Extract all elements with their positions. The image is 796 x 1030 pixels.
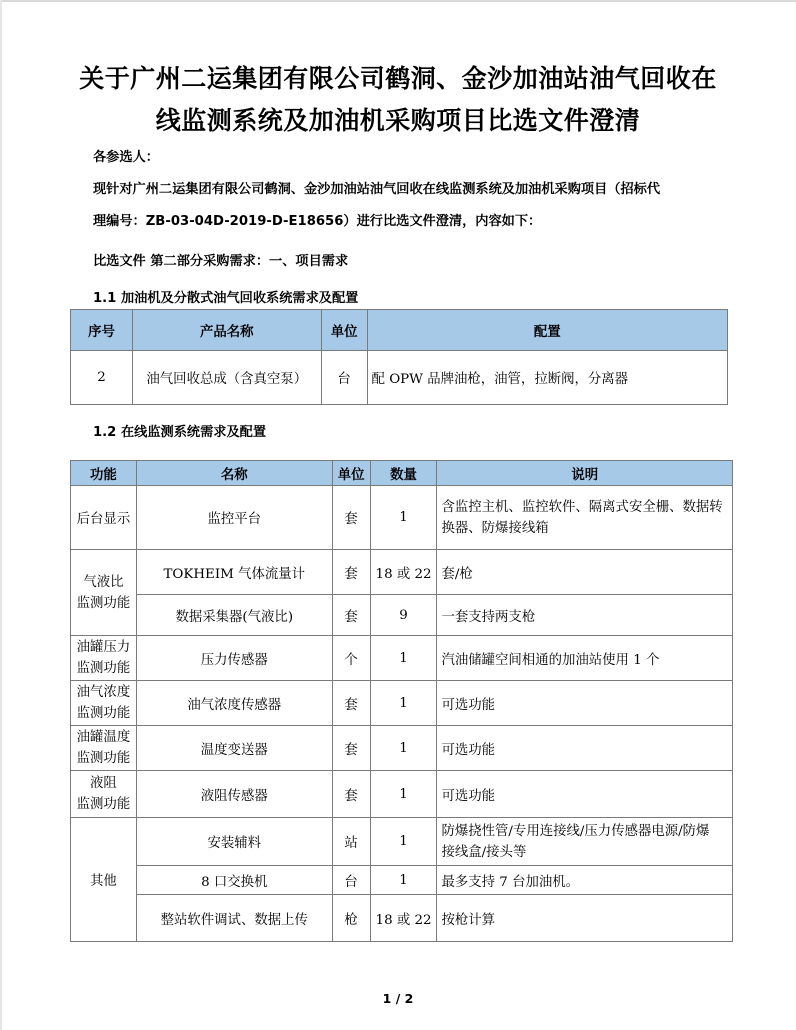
function-line: 油罐压力 bbox=[76, 640, 131, 655]
cell-unit: 套 bbox=[332, 595, 370, 636]
table-header-row bbox=[71, 310, 728, 351]
table-row bbox=[71, 771, 733, 818]
desc-line: 防爆挠性管/专用连接线/压力传感器电源/防爆 bbox=[441, 823, 710, 839]
config-table-2 bbox=[70, 460, 733, 942]
cell-name: 整站软件调试、数据上传 bbox=[136, 895, 332, 942]
cell-qty: 1 bbox=[370, 681, 437, 726]
header-cell: 功能 bbox=[71, 461, 137, 486]
cell-name: 安装辅料 bbox=[136, 818, 332, 866]
cell-unit: 套 bbox=[332, 550, 370, 595]
cell-desc: 最多支持 7 台加油机。 bbox=[437, 866, 733, 895]
function-cell bbox=[71, 726, 137, 771]
cell-qty: 1 bbox=[370, 771, 437, 818]
table-row bbox=[71, 726, 733, 771]
table-header-row bbox=[71, 461, 733, 486]
function-cell bbox=[71, 550, 137, 636]
header-cell: 配置 bbox=[367, 310, 727, 351]
table-row bbox=[71, 595, 733, 636]
desc-line: 接线盒/接头等 bbox=[441, 844, 527, 860]
function-line: 气液比 bbox=[83, 574, 124, 590]
cell-unit: 站 bbox=[332, 818, 370, 866]
cell-unit: 套 bbox=[332, 681, 370, 726]
table-row bbox=[71, 681, 733, 726]
header-cell: 序号 bbox=[71, 310, 133, 351]
header-cell: 数量 bbox=[370, 461, 437, 486]
function-line: 液阻 bbox=[90, 776, 117, 791]
cell-unit: 套 bbox=[332, 726, 370, 771]
section1-heading: 1.1 加油机及分散式油气回收系统需求及配置 bbox=[93, 291, 359, 306]
cell-qty: 1 bbox=[370, 636, 437, 681]
cell-desc: 套/枪 bbox=[437, 550, 733, 595]
config-table-1 bbox=[70, 309, 728, 405]
cell-seq: 2 bbox=[71, 351, 133, 405]
cell-qty: 1 bbox=[370, 866, 437, 895]
section2-heading: 1.2 在线监测系统需求及配置 bbox=[93, 425, 267, 440]
cell-name: 液阻传感器 bbox=[136, 771, 332, 818]
cell-unit: 台 bbox=[332, 866, 370, 895]
function-line: 监测功能 bbox=[76, 595, 131, 611]
function-cell: 后台显示 bbox=[71, 486, 137, 550]
cell-unit: 枪 bbox=[332, 895, 370, 942]
cell-desc bbox=[437, 486, 733, 550]
cell-unit: 套 bbox=[332, 771, 370, 818]
cell-qty: 1 bbox=[370, 818, 437, 866]
table-row bbox=[71, 550, 733, 595]
function-cell bbox=[71, 771, 137, 818]
cell-name: 监控平台 bbox=[136, 486, 332, 550]
cell-desc: 可选功能 bbox=[437, 726, 733, 771]
cell-name: 8 口交换机 bbox=[136, 866, 332, 895]
cell-unit: 套 bbox=[332, 486, 370, 550]
cell-qty: 9 bbox=[370, 595, 437, 636]
cell-qty: 1 bbox=[370, 726, 437, 771]
table-row bbox=[71, 351, 728, 405]
header-cell: 产品名称 bbox=[132, 310, 321, 351]
header-cell: 单位 bbox=[332, 461, 370, 486]
cell-qty: 18 或 22 bbox=[370, 550, 437, 595]
cell-unit: 台 bbox=[321, 351, 367, 405]
function-line: 监测功能 bbox=[76, 706, 131, 721]
page-edge bbox=[0, 0, 796, 2]
table-row bbox=[71, 486, 733, 550]
header-cell: 单位 bbox=[321, 310, 367, 351]
function-cell bbox=[71, 681, 137, 726]
salutation: 各参选人： bbox=[93, 150, 159, 165]
cell-desc: 可选功能 bbox=[437, 681, 733, 726]
cell-name: 油气浓度传感器 bbox=[136, 681, 332, 726]
cell-desc bbox=[437, 818, 733, 866]
cell-qty: 1 bbox=[370, 486, 437, 550]
cell-desc: 可选功能 bbox=[437, 771, 733, 818]
cell-desc: 汽油储罐空间相通的加油站使用 1 个 bbox=[437, 636, 733, 681]
function-line: 监测功能 bbox=[76, 751, 131, 766]
function-line: 监测功能 bbox=[76, 797, 131, 812]
table-row bbox=[71, 866, 733, 895]
function-line: 油气浓度 bbox=[76, 685, 131, 700]
cell-product: 油气回收总成（含真空泵） bbox=[132, 351, 321, 405]
cell-unit: 个 bbox=[332, 636, 370, 681]
header-cell: 说明 bbox=[437, 461, 733, 486]
table-row bbox=[71, 636, 733, 681]
cell-name: 压力传感器 bbox=[136, 636, 332, 681]
function-cell bbox=[71, 636, 137, 681]
document-title-line2: 线监测系统及加油机采购项目比选文件澄清 bbox=[155, 106, 641, 135]
function-line: 监测功能 bbox=[76, 661, 131, 676]
function-line: 油罐温度 bbox=[76, 730, 131, 745]
page-edge bbox=[0, 0, 2, 1030]
desc-line: 含监控主机、监控软件、隔离式安全栅、数据转 bbox=[441, 499, 723, 515]
cell-desc: 一套支持两支枪 bbox=[437, 595, 733, 636]
cell-name: 数据采集器(气液比) bbox=[136, 595, 332, 636]
intro-line1: 现针对广州二运集团有限公司鹤洞、金沙加油站油气回收在线监测系统及加油机采购项目（招标代 bbox=[93, 182, 661, 197]
cell-config: 配 OPW 品牌油枪，油管，拉断阀，分离器 bbox=[367, 351, 727, 405]
desc-line: 换器、防爆接线箱 bbox=[441, 520, 549, 536]
cell-qty: 18 或 22 bbox=[370, 895, 437, 942]
table-row bbox=[71, 895, 733, 942]
document-title-line1: 关于广州二运集团有限公司鹤洞、金沙加油站油气回收在 bbox=[79, 64, 717, 93]
cell-name: 温度变送器 bbox=[136, 726, 332, 771]
header-cell: 名称 bbox=[136, 461, 332, 486]
cell-name: TOKHEIM 气体流量计 bbox=[136, 550, 332, 595]
cell-desc: 按枪计算 bbox=[437, 895, 733, 942]
table-row bbox=[71, 818, 733, 866]
section-reference: 比选文件 第二部分采购需求：一、项目需求 bbox=[93, 254, 349, 269]
intro-line2: 理编号：ZB-03-04D-2019-D-E18656）进行比选文件澄清，内容如下： bbox=[93, 214, 542, 229]
function-cell: 其他 bbox=[71, 818, 137, 942]
page-number: 1 / 2 bbox=[382, 991, 414, 1006]
